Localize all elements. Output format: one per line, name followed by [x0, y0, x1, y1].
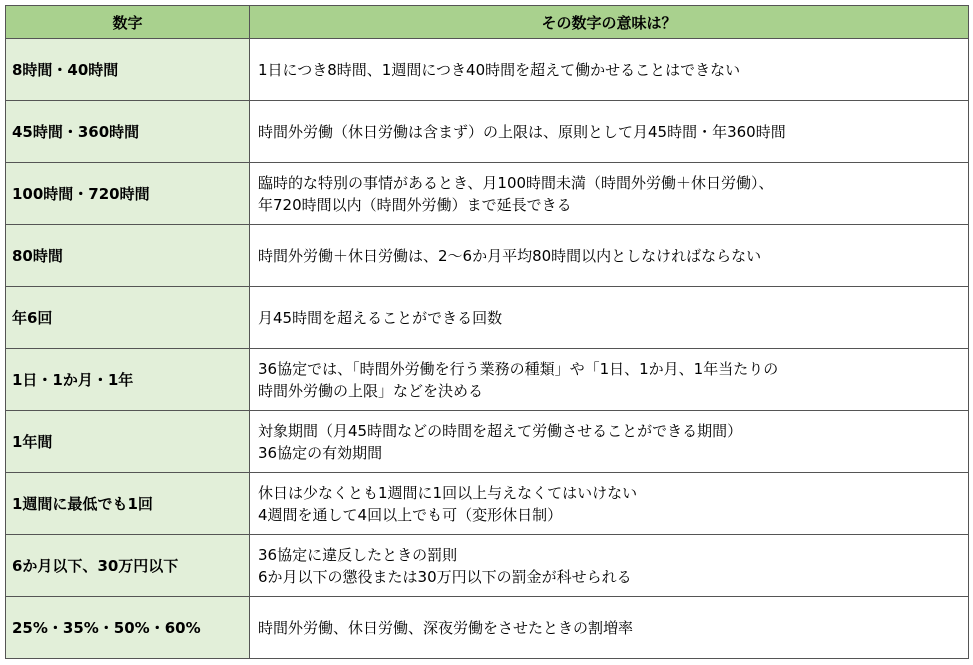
- meaning-cell: [250, 39, 969, 101]
- meaning-cell: [250, 535, 969, 597]
- meaning-line: 時間外労働、休日労働、深夜労働をさせたときの割増率: [258, 618, 634, 637]
- table-row: [6, 39, 969, 101]
- table-row: [6, 101, 969, 163]
- meaning-line: 時間外労働の上限」などを決める: [258, 381, 484, 400]
- header-row: [6, 6, 969, 39]
- meaning-line: 36協定では、「時間外労働を行う業務の種類」や「1日、1か月、1年当たりの: [258, 359, 779, 378]
- header-meaning: その数字の意味は？: [250, 6, 969, 39]
- meaning-cell: [250, 101, 969, 163]
- number-cell: 1年間: [6, 411, 250, 473]
- meaning-line: 4週間を通して4回以上でも可（変形休日制）: [258, 505, 563, 524]
- meaning-cell: [250, 225, 969, 287]
- table-row: [6, 287, 969, 349]
- meaning-line: 月45時間を超えることができる回数: [258, 308, 503, 327]
- meaning-line: 6か月以下の懲役または30万円以下の罰金が科せられる: [258, 567, 632, 586]
- meaning-cell: [250, 287, 969, 349]
- table-row: [6, 473, 969, 535]
- header-number: 数字: [6, 6, 250, 39]
- number-cell: 8時間・40時間: [6, 39, 250, 101]
- number-cell: 100時間・720時間: [6, 163, 250, 225]
- table-row: [6, 349, 969, 411]
- table-row: [6, 225, 969, 287]
- table-row: [6, 597, 969, 659]
- meaning-line: 対象期間（月45時間などの時間を超えて労働させることができる期間）: [258, 421, 743, 440]
- number-cell: 6か月以下、30万円以下: [6, 535, 250, 597]
- meaning-line: 時間外労働＋休日労働は、2～6か月平均80時間以内としなければならない: [258, 246, 762, 265]
- table-body: [6, 39, 969, 659]
- labor-time-table-container: [5, 5, 968, 661]
- meaning-line: 時間外労働（休日労働は含まず）の上限は、原則として月45時間・年360時間: [258, 122, 786, 141]
- number-cell: 25%・35%・50%・60%: [6, 597, 250, 659]
- number-cell: 年6回: [6, 287, 250, 349]
- table-row: [6, 411, 969, 473]
- meaning-line: 年720時間以内（時間外労働）まで延長できる: [258, 195, 572, 214]
- number-cell: 45時間・360時間: [6, 101, 250, 163]
- meaning-cell: [250, 411, 969, 473]
- meaning-cell: [250, 349, 969, 411]
- meaning-line: 臨時的な特別の事情があるとき、月100時間未満（時間外労働＋休日労働）、: [258, 173, 774, 192]
- labor-time-table: [5, 5, 969, 659]
- meaning-line: 36協定に違反したときの罰則: [258, 545, 458, 564]
- meaning-line: 1日につき8時間、1週間につき40時間を超えて働かせることはできない: [258, 60, 741, 79]
- meaning-line: 36協定の有効期間: [258, 443, 383, 462]
- meaning-cell: [250, 597, 969, 659]
- meaning-cell: [250, 473, 969, 535]
- table-row: [6, 535, 969, 597]
- number-cell: 80時間: [6, 225, 250, 287]
- meaning-cell: [250, 163, 969, 225]
- number-cell: 1日・1か月・1年: [6, 349, 250, 411]
- meaning-line: 休日は少なくとも1週間に1回以上与えなくてはいけない: [258, 483, 638, 502]
- table-row: [6, 163, 969, 225]
- number-cell: 1週間に最低でも1回: [6, 473, 250, 535]
